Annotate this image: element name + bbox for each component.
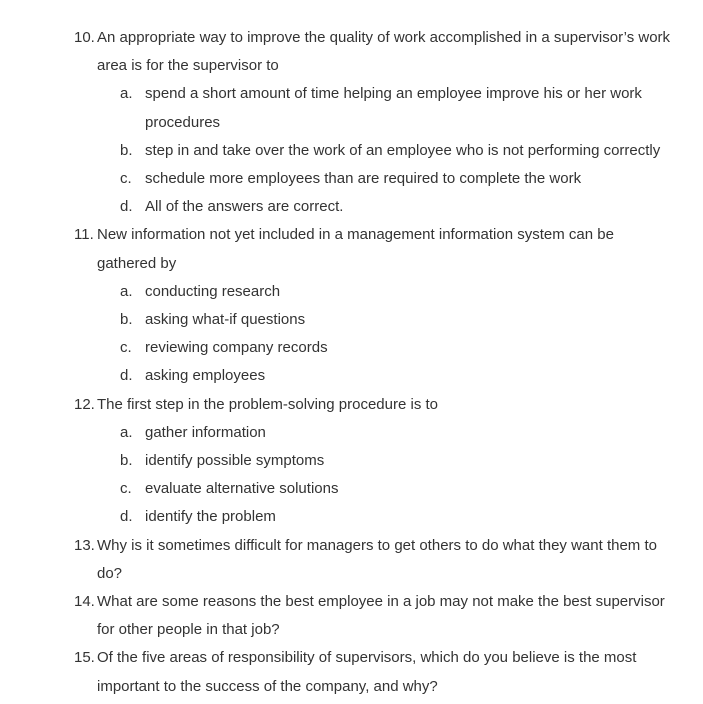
question-12 [0, 391, 703, 419]
question-14 [0, 588, 703, 644]
question-11-option-d [0, 362, 703, 390]
question-11-option-c [0, 334, 703, 362]
question-number: 11. [74, 226, 94, 244]
option-text: spend a short amount of time helping an employee improve his or her work procedures [145, 85, 642, 131]
option-letter: d. [120, 508, 133, 526]
option-text: identify the problem [145, 508, 276, 526]
question-12-option-b [0, 447, 703, 475]
question-number: 14. [74, 593, 95, 611]
option-letter: d. [120, 367, 133, 385]
question-10-option-d [0, 193, 703, 221]
question-text: What are some reasons the best employee in a job may not make the best supervisor for other people in that job? [97, 593, 665, 639]
option-letter: c. [120, 480, 132, 498]
option-letter: c. [120, 170, 132, 188]
question-11-option-a [0, 278, 703, 306]
question-15 [0, 644, 703, 700]
option-letter: b. [120, 452, 133, 470]
question-number: 12. [74, 395, 95, 413]
question-text: New information not yet included in a management information system can be gathered by [97, 226, 614, 272]
option-text: asking what-if questions [145, 311, 306, 329]
option-text: conducting research [145, 282, 281, 300]
option-letter: b. [120, 311, 133, 329]
question-10-option-b [0, 137, 703, 165]
option-letter: a. [120, 282, 133, 300]
option-text: evaluate alternative solutions [145, 480, 339, 498]
option-text: reviewing company records [145, 339, 328, 357]
question-11-option-b [0, 306, 703, 334]
option-text: identify possible symptoms [145, 452, 325, 470]
option-text: All of the answers are correct. [145, 198, 344, 216]
question-number: 13. [74, 536, 95, 554]
option-letter: b. [120, 141, 133, 159]
question-number: 15. [74, 649, 95, 667]
question-text: The first step in the problem-solving procedure is to [97, 395, 438, 413]
option-text: asking employees [145, 367, 266, 385]
question-text: Of the five areas of responsibility of supervisors, which do you believe is the most important to the success of the company, and why? [97, 649, 637, 695]
question-list [0, 24, 703, 701]
question-13 [0, 532, 703, 588]
question-10-option-c [0, 165, 703, 193]
option-text: gather information [145, 423, 266, 441]
question-12-option-c [0, 475, 703, 503]
question-10-option-a [0, 80, 703, 136]
option-letter: a. [120, 423, 133, 441]
option-letter: c. [120, 339, 132, 357]
option-text: step in and take over the work of an employee who is not performing correctly [145, 141, 661, 159]
question-text: An appropriate way to improve the quality of work accomplished in a supervisor’s work area is for the supervisor to [97, 29, 671, 75]
option-letter: d. [120, 198, 133, 216]
question-12-option-d [0, 503, 703, 531]
question-11 [0, 221, 703, 277]
question-10 [0, 24, 703, 80]
question-12-option-a [0, 419, 703, 447]
question-number: 10. [74, 29, 95, 46]
option-text: schedule more employees than are required to complete the work [145, 170, 582, 188]
option-letter: a. [120, 85, 133, 103]
question-text: Why is it sometimes difficult for managers to get others to do what they want them to do? [97, 536, 657, 582]
